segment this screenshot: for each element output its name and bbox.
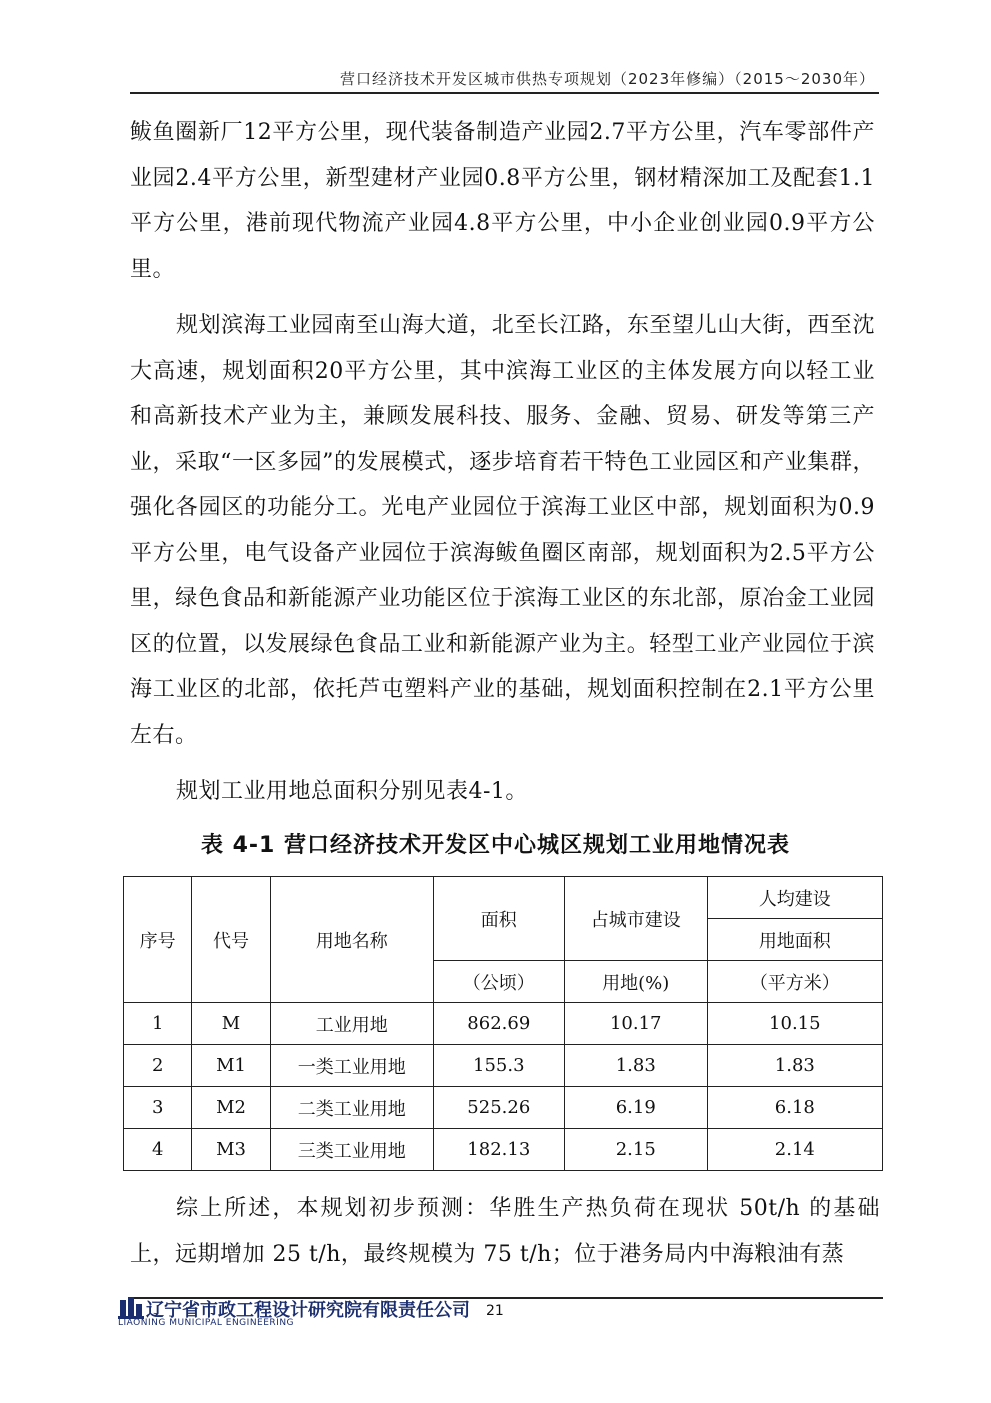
table-header-row	[124, 877, 883, 919]
page-number: 21	[486, 1303, 504, 1319]
header-percap-2: 用地面积	[707, 919, 882, 961]
cell-seq: 4	[124, 1129, 192, 1171]
table-row	[124, 1129, 883, 1171]
document-body	[130, 110, 875, 815]
header-name: 用地名称	[270, 877, 433, 1003]
paragraph-3: 规划工业用地总面积分别见表4-1。	[176, 779, 528, 804]
document-body-continued	[130, 1186, 880, 1277]
cell-percap: 2.14	[707, 1129, 882, 1171]
company-name-en: LIAONING MUNICIPAL ENGINEERING	[118, 1318, 295, 1328]
header-code: 代号	[192, 877, 270, 1003]
cell-percap: 6.18	[707, 1087, 882, 1129]
header-percap-1: 人均建设	[707, 877, 882, 919]
page-header	[130, 66, 879, 94]
cell-area: 155.3	[433, 1045, 564, 1087]
header-area: 面积	[433, 877, 564, 961]
paragraph-4: 综上所述，本规划初步预测：华胜生产热负荷在现状 50t/h 的基础上，远期增加 25 t/h，最终规模为 75 t/h；位于港务局内中海粮油有蒸	[130, 1196, 880, 1267]
cell-name: 三类工业用地	[270, 1129, 433, 1171]
cell-name: 工业用地	[270, 1003, 433, 1045]
paragraph-1: 鲅鱼圈新厂12平方公里，现代装备制造产业园2.7平方公里，汽车零部件产业园2.4平方公里，新型建材产业园0.8平方公里，钢材精深加工及配套1.1平方公里，港前现代物流产业园4.8平方公里，中小企业创业园0.9平方公里。	[130, 120, 875, 282]
company-logo-icon	[118, 1296, 144, 1320]
paragraph-2: 规划滨海工业园南至山海大道，北至长江路，东至望儿山大街，西至沈大高速，规划面积20平方公里，其中滨海工业区的主体发展方向以轻工业和高新技术产业为主，兼顾发展科技、服务、金融、贸易、研发等第三产业，采取“一区多园”的发展模式，逐步培育若干特色工业园区和产业集群，强化各园区的功能分工。光电产业园位于滨海工业区中部，规划面积为0.9平方公里，电气设备产业园位于滨海鲅鱼圈区南部，规划面积为2.5平方公里，绿色食品和新能源产业功能区位于滨海工业区的东北部，原冶金工业园区的位置，以发展绿色食品工业和新能源产业为主。轻型工业产业园位于滨海工业区的北部，依托芦屯塑料产业的基础，规划面积控制在2.1平方公里左右。	[130, 313, 875, 748]
industrial-land-table	[123, 876, 883, 1171]
cell-seq: 1	[124, 1003, 192, 1045]
cell-code: M1	[192, 1045, 270, 1087]
cell-name: 一类工业用地	[270, 1045, 433, 1087]
cell-share: 2.15	[564, 1129, 707, 1171]
cell-name: 二类工业用地	[270, 1087, 433, 1129]
header-title: 营口经济技术开发区城市供热专项规划（2023年修编）（2015～2030年）	[339, 70, 875, 88]
table-row	[124, 1087, 883, 1129]
header-seq: 序号	[124, 877, 192, 1003]
header-percap-unit: （平方米）	[707, 961, 882, 1003]
cell-share: 10.17	[564, 1003, 707, 1045]
cell-seq: 3	[124, 1087, 192, 1129]
cell-share: 6.19	[564, 1087, 707, 1129]
company-name: 辽宁省市政工程设计研究院有限责任公司	[146, 1300, 470, 1321]
header-share: 占城市建设	[564, 877, 707, 961]
cell-area: 525.26	[433, 1087, 564, 1129]
cell-percap: 10.15	[707, 1003, 882, 1045]
table-row	[124, 1003, 883, 1045]
table-title: 表 4-1 营口经济技术开发区中心城区规划工业用地情况表	[200, 833, 791, 858]
header-area-unit: （公顷）	[433, 961, 564, 1003]
header-share-unit: 用地(%)	[564, 961, 707, 1003]
table-row	[124, 1045, 883, 1087]
cell-code: M	[192, 1003, 270, 1045]
cell-area: 862.69	[433, 1003, 564, 1045]
cell-seq: 2	[124, 1045, 192, 1087]
cell-code: M3	[192, 1129, 270, 1171]
cell-area: 182.13	[433, 1129, 564, 1171]
cell-percap: 1.83	[707, 1045, 882, 1087]
cell-code: M2	[192, 1087, 270, 1129]
cell-share: 1.83	[564, 1045, 707, 1087]
